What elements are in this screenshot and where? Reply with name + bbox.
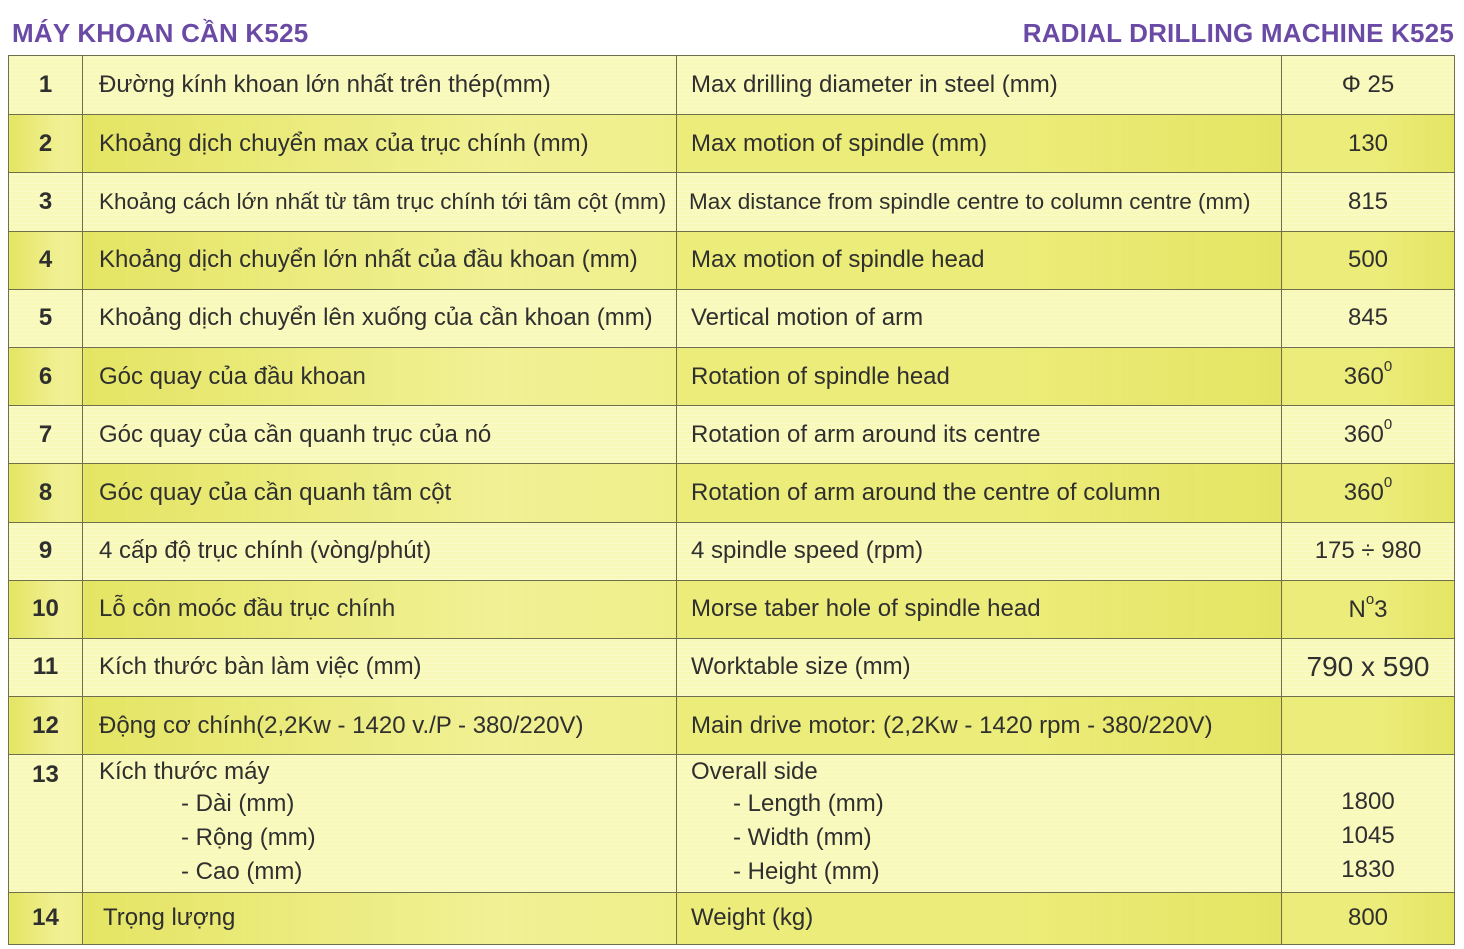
spec-table xyxy=(8,55,1455,945)
spec-value: 175 ÷ 980 xyxy=(1282,522,1455,580)
spec-name-vi: Khoảng cách lớn nhất từ tâm trục chính tới tâm cột (mm) xyxy=(83,173,677,231)
spec-name-vi: Trọng lượng xyxy=(83,892,677,944)
spec-row xyxy=(9,173,1455,231)
spec-name-vi: Góc quay của cần quanh tâm cột xyxy=(83,464,677,522)
spec-row xyxy=(9,580,1455,638)
spec-name-en: Main drive motor: (2,2Kw - 1420 rpm - 380/220V) xyxy=(677,697,1282,755)
spec-name-vi: Góc quay của cần quanh trục của nó xyxy=(83,406,677,464)
sub-item: - Length (mm) xyxy=(733,790,884,818)
row-number: 9 xyxy=(9,522,83,580)
value-suffix: 3 xyxy=(1374,595,1388,623)
spec-row xyxy=(9,638,1455,696)
row-number: 14 xyxy=(9,892,83,944)
spec-name-en: Rotation of arm around its centre xyxy=(677,406,1282,464)
row-number: 1 xyxy=(9,56,83,115)
spec-value: Φ 25 xyxy=(1282,56,1455,115)
spec-name-vi: Khoảng dịch chuyển lên xuống của cần khoan (mm) xyxy=(83,289,677,347)
row-number: 4 xyxy=(9,231,83,289)
spec-value: 815 xyxy=(1282,173,1455,231)
spec-row xyxy=(9,406,1455,464)
row-number: 6 xyxy=(9,347,83,405)
sub-value: 1045 xyxy=(1341,822,1395,850)
spec-name-en: Morse taber hole of spindle head xyxy=(677,580,1282,638)
spec-row xyxy=(9,892,1455,944)
spec-value: 130 xyxy=(1282,115,1455,173)
spec-row xyxy=(9,755,1455,892)
value-main: 360 xyxy=(1343,363,1384,391)
spec-row xyxy=(9,289,1455,347)
spec-name-en: Max distance from spindle centre to column centre (mm) xyxy=(677,173,1282,231)
spec-name-vi: Góc quay của đầu khoan xyxy=(83,347,677,405)
spec-name-en: Max drilling diameter in steel (mm) xyxy=(677,56,1282,115)
superscript-o: o xyxy=(1365,590,1375,608)
spec-name-en: Rotation of spindle head xyxy=(677,347,1282,405)
degree-symbol: 0 xyxy=(1383,358,1393,376)
sub-value: 1830 xyxy=(1341,856,1395,884)
sub-item: - Dài (mm) xyxy=(181,790,295,818)
spec-value xyxy=(1282,464,1455,522)
spec-row xyxy=(9,697,1455,755)
row-number: 3 xyxy=(9,173,83,231)
row-number: 2 xyxy=(9,115,83,173)
spec-name-en: Max motion of spindle (mm) xyxy=(677,115,1282,173)
spec-name-vi: Đường kính khoan lớn nhất trên thép(mm) xyxy=(83,56,677,115)
spec-row xyxy=(9,56,1455,115)
value-main: N xyxy=(1348,595,1366,623)
sub-heading: Overall side xyxy=(691,758,818,786)
spec-name-vi: Lỗ côn moóc đầu trục chính xyxy=(83,580,677,638)
sub-item: - Rộng (mm) xyxy=(181,824,316,852)
value-main: 360 xyxy=(1343,479,1384,507)
value-main: 360 xyxy=(1343,421,1384,449)
spec-name-vi: Khoảng dịch chuyển lớn nhất của đầu khoan (mm) xyxy=(83,231,677,289)
spec-value xyxy=(1282,580,1455,638)
title-vietnamese: MÁY KHOAN CẦN K525 xyxy=(12,18,309,48)
spec-name-en: Vertical motion of arm xyxy=(677,289,1282,347)
spec-name-en xyxy=(677,755,1282,892)
spec-name-en: Weight (kg) xyxy=(677,892,1282,944)
sub-item: - Cao (mm) xyxy=(181,858,303,886)
spec-value xyxy=(1282,697,1455,755)
spec-name-vi: 4 cấp độ trục chính (vòng/phút) xyxy=(83,522,677,580)
row-number: 13 xyxy=(9,755,83,892)
spec-value xyxy=(1282,347,1455,405)
spec-name-vi: Khoảng dịch chuyển max của trục chính (mm) xyxy=(83,115,677,173)
row-number: 11 xyxy=(9,638,83,696)
spec-row xyxy=(9,347,1455,405)
spec-value xyxy=(1282,638,1455,696)
row-number: 5 xyxy=(9,289,83,347)
spec-name-en: Worktable size (mm) xyxy=(677,638,1282,696)
spec-row xyxy=(9,231,1455,289)
spec-row xyxy=(9,464,1455,522)
sub-item: - Width (mm) xyxy=(733,824,872,852)
spec-value: 800 xyxy=(1282,892,1455,944)
spec-name-vi: Động cơ chính(2,2Kw - 1420 v./P - 380/220V) xyxy=(83,697,677,755)
row-number: 7 xyxy=(9,406,83,464)
spec-name-en: Max motion of spindle head xyxy=(677,231,1282,289)
degree-symbol: 0 xyxy=(1383,474,1393,492)
spec-value: 845 xyxy=(1282,289,1455,347)
spec-value xyxy=(1282,755,1455,892)
row-number: 10 xyxy=(9,580,83,638)
sub-item: - Height (mm) xyxy=(733,858,880,886)
sub-heading: Kích thước máy xyxy=(99,758,270,786)
row-number: 8 xyxy=(9,464,83,522)
degree-symbol: 0 xyxy=(1383,416,1393,434)
spec-name-vi: Kích thước bàn làm việc (mm) xyxy=(83,638,677,696)
spec-row xyxy=(9,522,1455,580)
spec-row xyxy=(9,115,1455,173)
row-number: 12 xyxy=(9,697,83,755)
spec-value xyxy=(1282,406,1455,464)
spec-name-vi xyxy=(83,755,677,892)
value-main: 790 x 590 xyxy=(1306,651,1430,683)
spec-name-en: 4 spindle speed (rpm) xyxy=(677,522,1282,580)
spec-value: 500 xyxy=(1282,231,1455,289)
spec-name-en: Rotation of arm around the centre of column xyxy=(677,464,1282,522)
title-english: RADIAL DRILLING MACHINE K525 xyxy=(1022,18,1454,48)
sub-value: 1800 xyxy=(1341,788,1395,816)
